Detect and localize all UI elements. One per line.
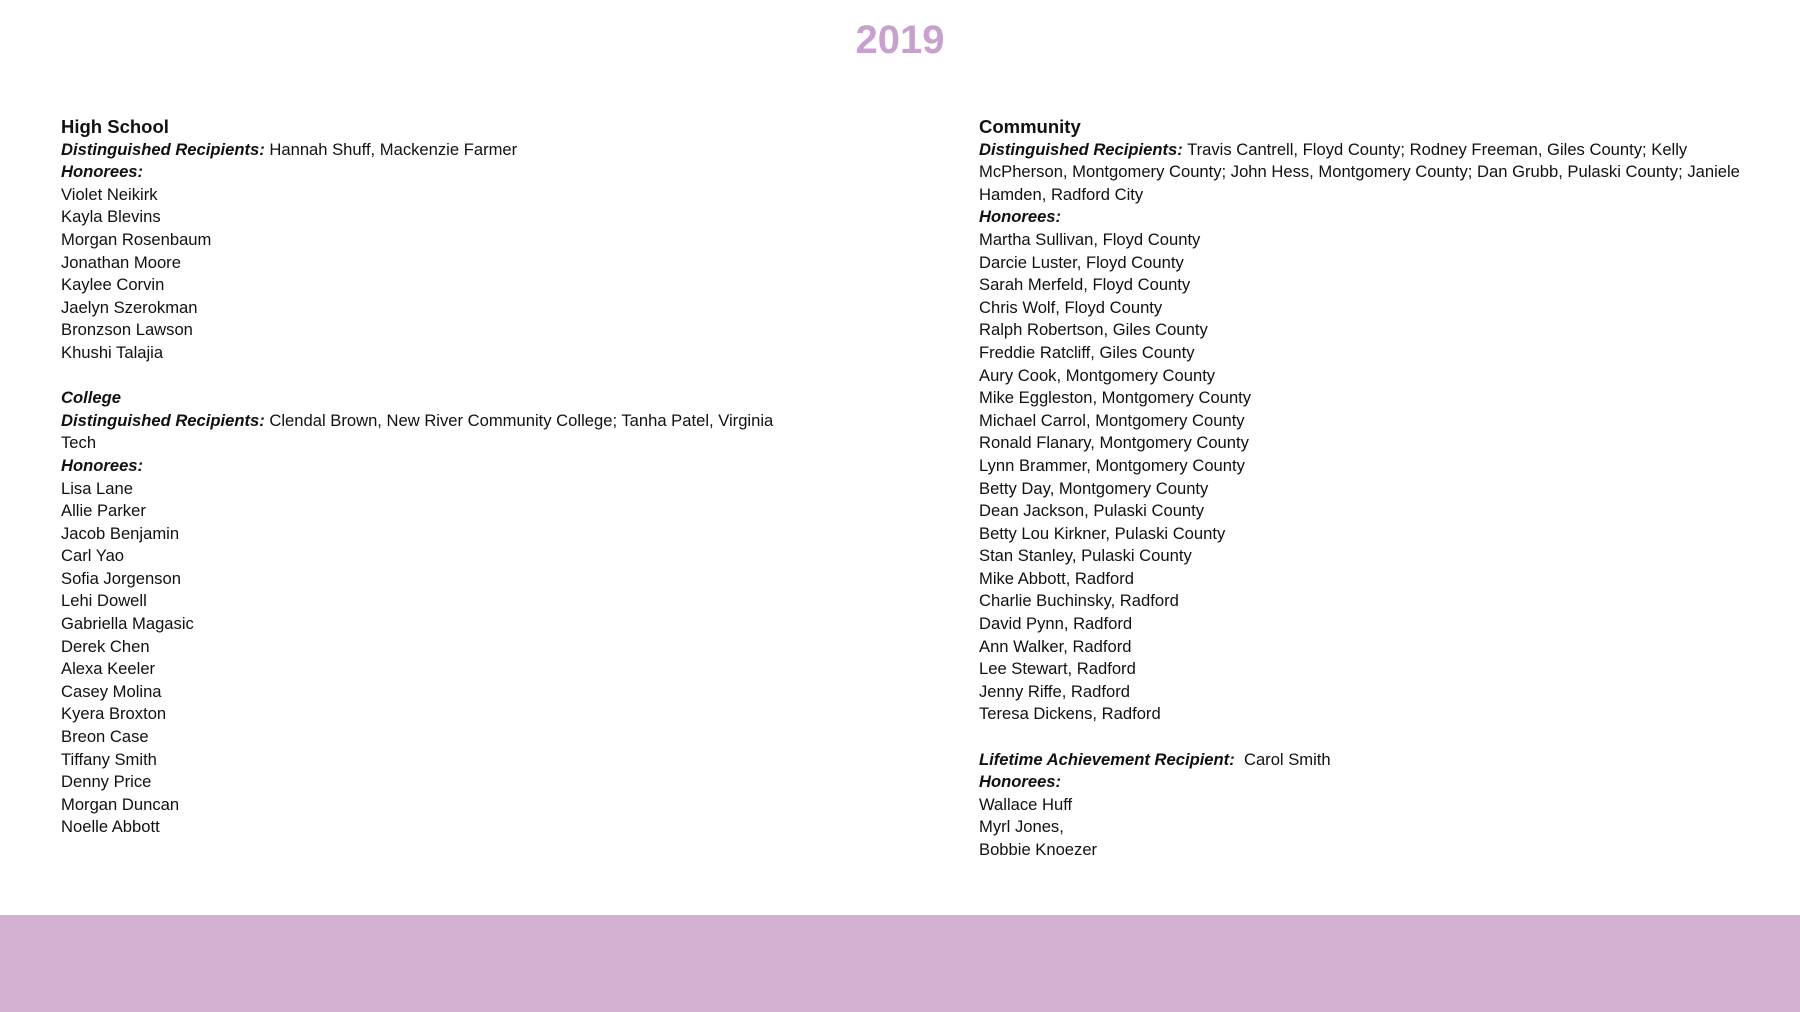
- honoree-item: Kyera Broxton: [61, 704, 167, 724]
- community-honorees-label: Honorees:: [979, 207, 1062, 227]
- honoree-item: Jacob Benjamin: [61, 523, 180, 543]
- honoree-item: David Pynn, Radford: [979, 614, 1133, 634]
- college-distinguished: [61, 410, 791, 433]
- lifetime-achievement: [979, 749, 1769, 772]
- honoree-item: Mike Eggleston, Montgomery County: [979, 388, 1252, 408]
- honoree-item: Freddie Ratcliff, Giles County: [979, 342, 1195, 362]
- community-heading: Community: [979, 116, 1081, 137]
- honoree-item: Mike Abbott, Radford: [979, 568, 1134, 588]
- honoree-item: Dean Jackson, Pulaski County: [979, 501, 1205, 521]
- honoree-item: Darcie Luster, Floyd County: [979, 252, 1184, 272]
- footer-band: [0, 915, 1800, 1012]
- honoree-item: Bobbie Knoezer: [979, 840, 1098, 859]
- honoree-item: Ann Walker, Radford: [979, 636, 1132, 656]
- distinguished-label: Distinguished Recipients:: [979, 139, 1183, 159]
- honoree-item: Derek Chen: [61, 636, 150, 656]
- lifetime-value: Carol Smith: [1234, 749, 1331, 769]
- honoree-item: Betty Day, Montgomery County: [979, 478, 1209, 498]
- high-school-heading: High School: [61, 116, 169, 137]
- honoree-item: Morgan Rosenbaum: [61, 229, 212, 249]
- honoree-item: Kaylee Corvin: [61, 275, 165, 295]
- community-distinguished: [979, 139, 1769, 162]
- high-school-distinguished: [61, 139, 791, 162]
- college-distinguished-cont: Tech: [61, 433, 97, 453]
- honoree-item: Stan Stanley, Pulaski County: [979, 546, 1192, 566]
- distinguished-value: Travis Cantrell, Floyd County; Rodney Freeman, Giles County; Kelly: [1182, 139, 1688, 159]
- right-column: [979, 116, 1769, 862]
- honoree-item: Breon Case: [61, 727, 149, 747]
- honoree-item: Charlie Buchinsky, Radford: [979, 591, 1179, 611]
- lifetime-honorees-label: Honorees:: [979, 772, 1062, 792]
- distinguished-value: Clendal Brown, New River Community College; Tanha Patel, Virginia: [264, 410, 774, 430]
- college-honorees-list: [61, 478, 791, 840]
- page-title: 2019: [855, 18, 945, 62]
- honoree-item: Chris Wolf, Floyd County: [979, 297, 1163, 317]
- honoree-item: Noelle Abbott: [61, 817, 160, 837]
- community-honorees-list: [979, 229, 1769, 726]
- college-honorees-label: Honorees:: [61, 455, 144, 475]
- honoree-item: Kayla Blevins: [61, 207, 161, 227]
- honoree-item: Michael Carrol, Montgomery County: [979, 410, 1245, 430]
- honoree-item: Myrl Jones,: [979, 817, 1064, 837]
- honoree-item: Aury Cook, Montgomery County: [979, 365, 1216, 385]
- community-distinguished-cont: McPherson, Montgomery County; John Hess, Montgomery County; Dan Grubb, Pulaski County; Janiele: [979, 162, 1740, 182]
- honoree-item: Gabriella Magasic: [61, 614, 194, 634]
- honoree-item: Alexa Keeler: [61, 659, 156, 679]
- honoree-item: Sofia Jorgenson: [61, 568, 181, 588]
- lifetime-label: Lifetime Achievement Recipient:: [979, 749, 1235, 769]
- honoree-item: Martha Sullivan, Floyd County: [979, 229, 1201, 249]
- honoree-item: Betty Lou Kirkner, Pulaski County: [979, 523, 1226, 543]
- honoree-item: Ralph Robertson, Giles County: [979, 320, 1208, 340]
- honoree-item: Lisa Lane: [61, 478, 133, 498]
- honoree-item: Jonathan Moore: [61, 252, 181, 272]
- honoree-item: Ronald Flanary, Montgomery County: [979, 433, 1249, 453]
- honoree-item: Denny Price: [61, 772, 152, 792]
- honoree-item: Sarah Merfeld, Floyd County: [979, 275, 1191, 295]
- honoree-item: Lynn Brammer, Montgomery County: [979, 455, 1245, 475]
- distinguished-label: Distinguished Recipients:: [61, 410, 265, 430]
- lifetime-honorees-list: [979, 794, 1769, 862]
- high-school-honorees-list: [61, 184, 791, 365]
- distinguished-label: Distinguished Recipients:: [61, 139, 265, 159]
- honoree-item: Khushi Talajia: [61, 342, 164, 362]
- honoree-item: Allie Parker: [61, 501, 146, 521]
- high-school-honorees-label: Honorees:: [61, 162, 144, 182]
- honoree-item: Wallace Huff: [979, 794, 1073, 814]
- honoree-item: Jenny Riffe, Radford: [979, 681, 1130, 701]
- left-column: [61, 116, 791, 839]
- honoree-item: Violet Neikirk: [61, 184, 158, 204]
- honoree-item: Casey Molina: [61, 681, 162, 701]
- honoree-item: Tiffany Smith: [61, 749, 157, 769]
- community-distinguished-cont: Hamden, Radford City: [979, 184, 1144, 204]
- honoree-item: Lehi Dowell: [61, 591, 147, 611]
- honoree-item: Teresa Dickens, Radford: [979, 704, 1161, 724]
- honoree-item: Morgan Duncan: [61, 794, 180, 814]
- distinguished-value: Hannah Shuff, Mackenzie Farmer: [264, 139, 518, 159]
- honoree-item: Lee Stewart, Radford: [979, 659, 1136, 679]
- college-heading: College: [61, 388, 121, 408]
- honoree-item: Carl Yao: [61, 546, 125, 566]
- honoree-item: Bronzson Lawson: [61, 320, 193, 340]
- honoree-item: Jaelyn Szerokman: [61, 297, 198, 317]
